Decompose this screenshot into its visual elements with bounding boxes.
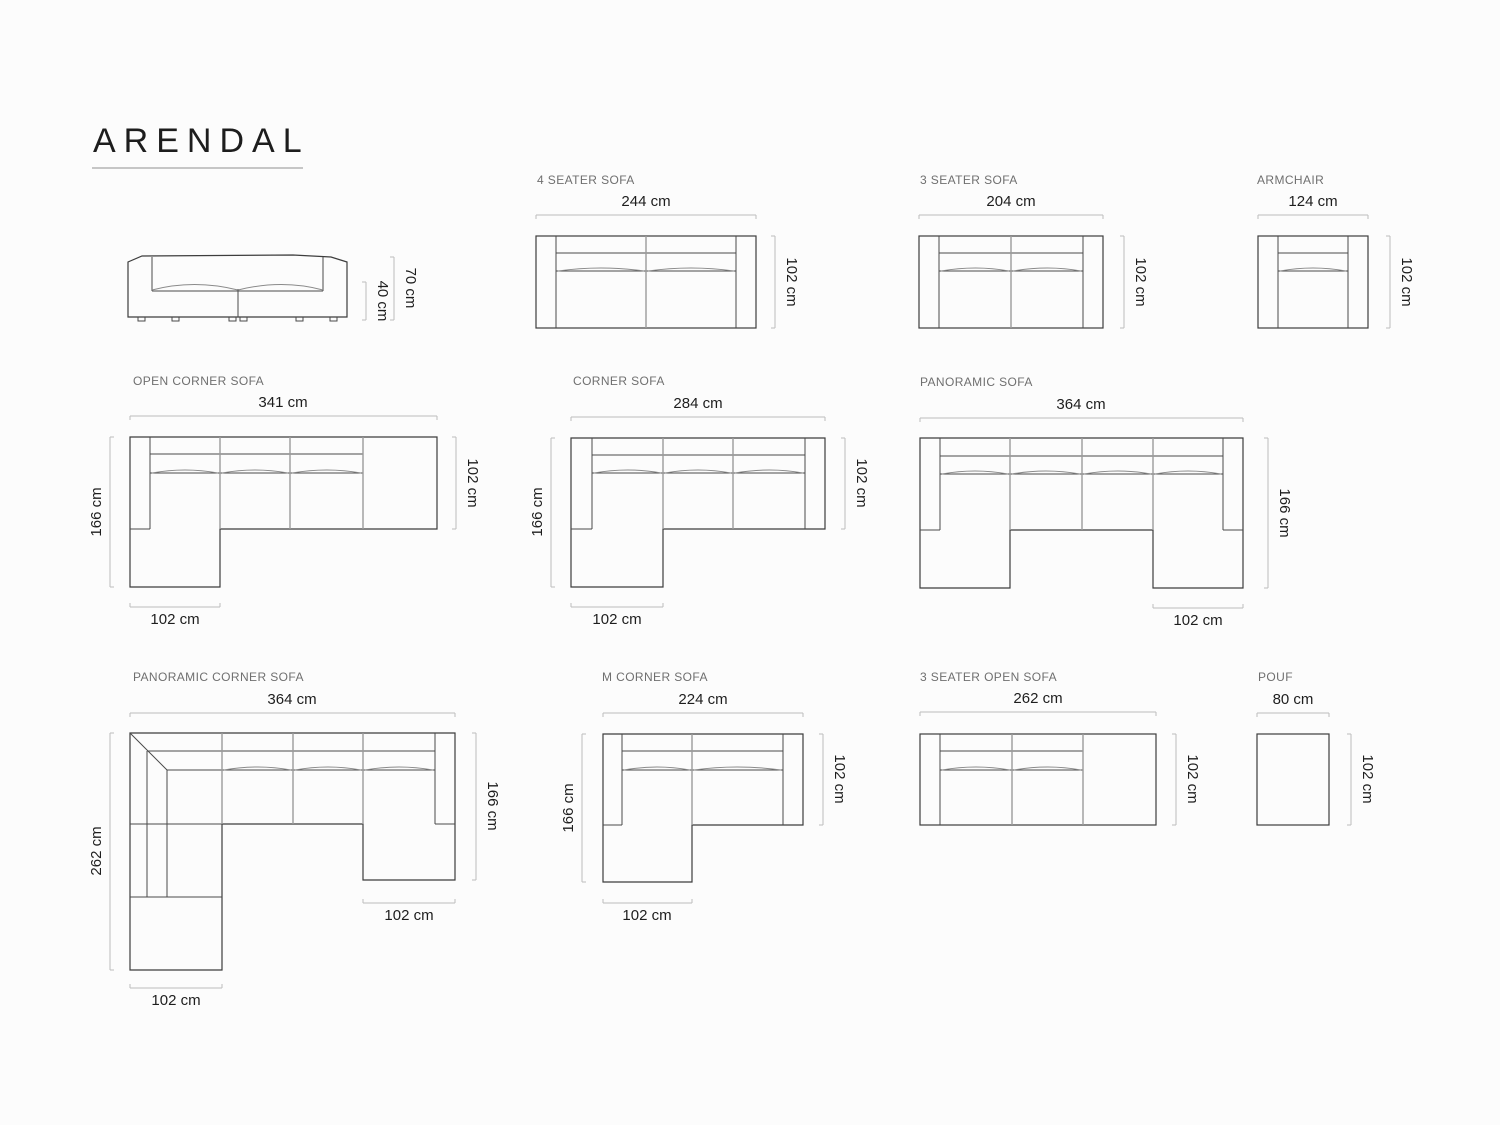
m-corner-main-depth-dim: 102 cm xyxy=(831,754,848,804)
open-corner-main-depth-dim: 102 cm xyxy=(464,458,481,508)
three-seater-open-width-dim: 262 cm xyxy=(1013,690,1063,707)
seat-height-dim-line xyxy=(362,282,366,320)
total-height-dim: 70 cm xyxy=(402,267,419,309)
four-seater-depth-dim: 102 cm xyxy=(783,257,800,307)
m-corner-label: M CORNER SOFA xyxy=(602,670,708,684)
open-corner-label: OPEN CORNER SOFA xyxy=(133,374,265,388)
four-seater-sofa-diagram xyxy=(536,173,800,328)
pouf-depth-dim: 102 cm xyxy=(1359,754,1376,804)
panoramic-corner-sofa-diagram xyxy=(88,670,501,1009)
three-seater-width-dim: 204 cm xyxy=(986,193,1036,210)
panoramic-total-depth-dim: 166 cm xyxy=(1276,488,1293,538)
panoramic-corner-label: PANORAMIC CORNER SOFA xyxy=(133,670,304,684)
corner-chaise-dim: 102 cm xyxy=(592,611,642,628)
panoramic-corner-left-depth-dim: 262 cm xyxy=(88,826,105,876)
corner-total-depth-dim: 166 cm xyxy=(529,487,546,537)
panoramic-corner-right-depth-dim: 166 cm xyxy=(484,781,501,831)
panoramic-chaise-dim: 102 cm xyxy=(1173,612,1223,629)
open-corner-chaise-dim: 102 cm xyxy=(150,611,200,628)
corner-width-dim: 284 cm xyxy=(673,395,723,412)
seat-height-dim: 40 cm xyxy=(374,280,391,322)
panoramic-sofa-diagram xyxy=(920,375,1293,629)
pouf-width-dim: 80 cm xyxy=(1272,691,1314,708)
open-corner-sofa-diagram xyxy=(88,374,481,628)
three-seater-sofa-diagram xyxy=(919,173,1149,328)
corner-label: CORNER SOFA xyxy=(573,374,665,388)
armchair-width-dim: 124 cm xyxy=(1288,193,1338,210)
panoramic-width-dim: 364 cm xyxy=(1056,396,1106,413)
m-corner-sofa-diagram xyxy=(560,670,848,924)
panoramic-corner-right-chaise-dim: 102 cm xyxy=(384,907,434,924)
pouf-label: POUF xyxy=(1258,670,1293,684)
three-seater-label: 3 SEATER SOFA xyxy=(920,173,1018,187)
corner-main-depth-dim: 102 cm xyxy=(853,458,870,508)
panoramic-corner-left-chaise-dim: 102 cm xyxy=(151,992,201,1009)
m-corner-width-dim: 224 cm xyxy=(678,691,728,708)
four-seater-label: 4 SEATER SOFA xyxy=(537,173,635,187)
three-seater-depth-dim: 102 cm xyxy=(1132,257,1149,307)
corner-sofa-diagram xyxy=(529,374,870,628)
m-corner-total-depth-dim: 166 cm xyxy=(560,783,577,833)
armchair-diagram xyxy=(1257,173,1415,328)
armchair-depth-dim: 102 cm xyxy=(1398,257,1415,307)
three-seater-open-sofa-diagram xyxy=(920,670,1201,825)
panoramic-corner-width-dim: 364 cm xyxy=(267,691,317,708)
three-seater-open-label: 3 SEATER OPEN SOFA xyxy=(920,670,1058,684)
page-title: ARENDAL xyxy=(93,122,310,160)
panoramic-label: PANORAMIC SOFA xyxy=(920,375,1033,389)
armchair-label: ARMCHAIR xyxy=(1257,173,1325,187)
pouf-diagram xyxy=(1257,670,1376,825)
three-seater-open-depth-dim: 102 cm xyxy=(1184,754,1201,804)
m-corner-chaise-dim: 102 cm xyxy=(622,907,672,924)
side-view-diagram xyxy=(128,255,419,321)
open-corner-width-dim: 341 cm xyxy=(258,394,308,411)
open-corner-total-depth-dim: 166 cm xyxy=(88,487,105,537)
four-seater-width-dim: 244 cm xyxy=(621,193,671,210)
